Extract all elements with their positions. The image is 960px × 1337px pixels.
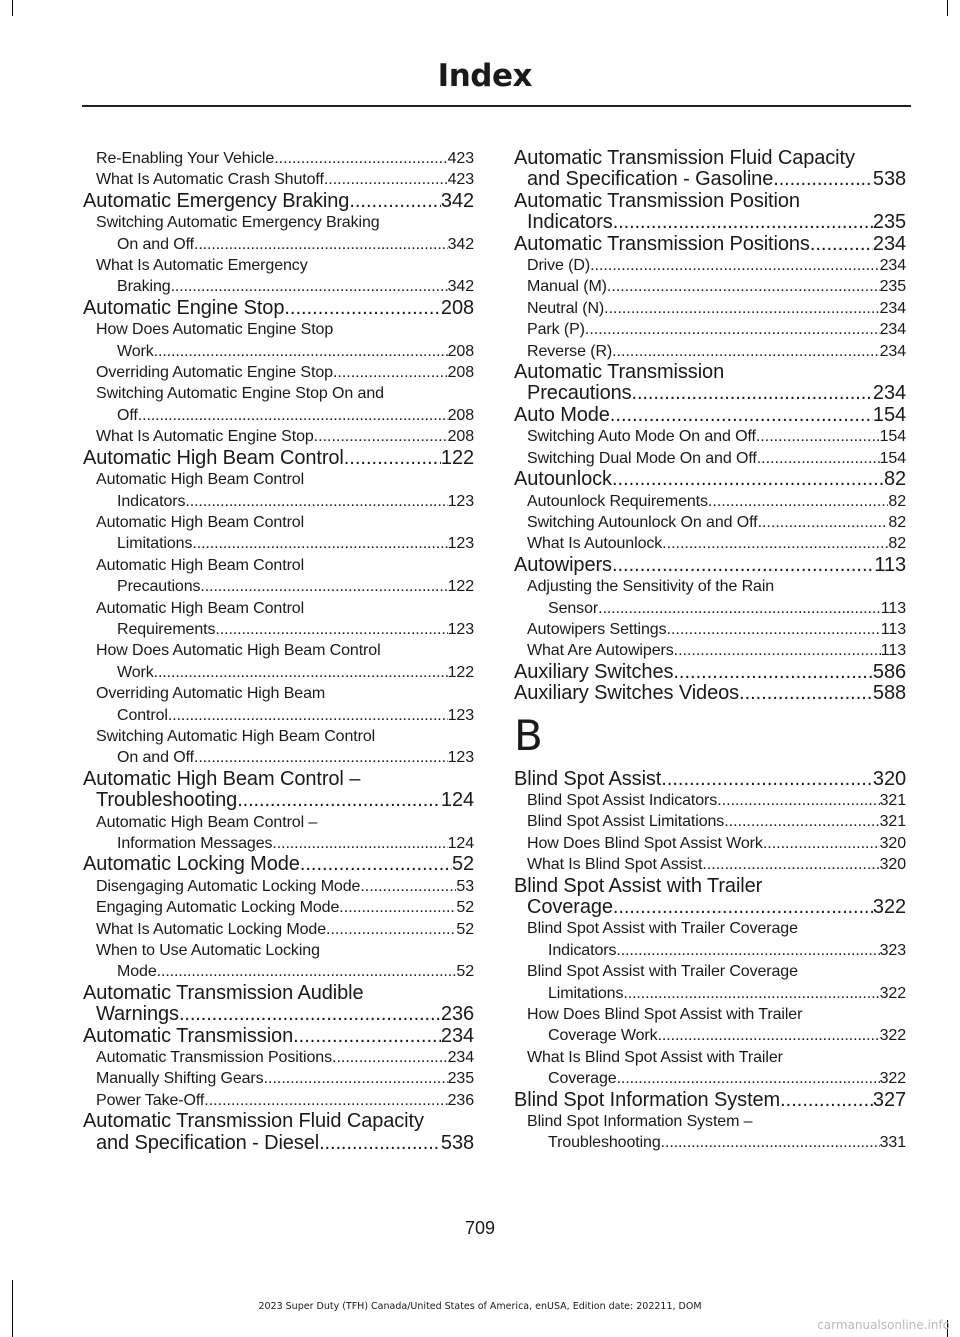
index-subentry[interactable] xyxy=(514,619,906,640)
entry-page-number: 123 xyxy=(447,535,474,553)
index-entry[interactable] xyxy=(514,1090,906,1111)
entry-page-number: 234 xyxy=(879,257,906,275)
entry-page-number: 342 xyxy=(447,278,474,296)
entry-page-number: 208 xyxy=(440,296,474,319)
dot-leader xyxy=(662,533,888,554)
dot-leader xyxy=(763,833,880,854)
entry-label: Indicators xyxy=(548,941,617,959)
index-subentry[interactable] xyxy=(83,383,474,426)
entry-label-line: Automatic Transmission Fluid Capacity xyxy=(83,1110,424,1133)
entry-label: Manual (M) xyxy=(527,278,607,296)
dot-leader xyxy=(324,169,448,190)
entry-page-number: 123 xyxy=(447,749,474,767)
dot-leader xyxy=(673,662,873,683)
entry-page-number: 122 xyxy=(440,446,474,469)
dot-leader xyxy=(264,1068,448,1089)
entry-page-number: 538 xyxy=(440,1131,474,1154)
entry-label-line: Automatic High Beam Control xyxy=(96,599,305,617)
entry-label: On and Off xyxy=(117,749,194,767)
dot-leader xyxy=(739,683,873,704)
entry-label: and Specification - Diesel xyxy=(96,1131,320,1154)
footer-edition-text: 2023 Super Duty (TFH) Canada/United States of America, enUSA, Edition date: 202211, DOM xyxy=(258,1301,702,1312)
entry-label: Automatic Engine Stop xyxy=(83,296,285,319)
dot-leader xyxy=(192,533,447,554)
entry-page-number: 113 xyxy=(880,599,906,617)
index-subentry[interactable] xyxy=(83,683,474,726)
dot-leader xyxy=(585,319,880,340)
dot-leader xyxy=(613,212,873,233)
dot-leader xyxy=(237,790,441,811)
section-letter: B xyxy=(514,710,543,760)
entry-page-number: 234 xyxy=(879,342,906,360)
entry-page-number: 234 xyxy=(879,321,906,339)
index-subentry[interactable] xyxy=(514,961,906,1004)
dot-leader xyxy=(333,362,448,383)
index-subentry[interactable] xyxy=(514,854,906,875)
entry-page-number: 235 xyxy=(447,1070,474,1088)
crop-mark-top-left xyxy=(12,0,13,16)
entry-label: What Is Blind Spot Assist xyxy=(527,856,703,874)
entry-label: Warnings xyxy=(96,1003,179,1026)
entry-label-line: Automatic High Beam Control xyxy=(96,513,305,531)
entry-label: Limitations xyxy=(548,984,624,1002)
index-entry[interactable] xyxy=(514,405,906,426)
dot-leader xyxy=(274,148,447,169)
index-entry[interactable] xyxy=(83,854,474,875)
dot-leader xyxy=(598,598,881,619)
entry-page-number: 82 xyxy=(888,492,906,510)
index-subentry[interactable] xyxy=(514,341,906,362)
entry-label: Autounlock Requirements xyxy=(527,492,708,510)
index-subentry[interactable] xyxy=(83,319,474,362)
index-entry[interactable] xyxy=(83,191,474,212)
entry-page-number: 113 xyxy=(880,642,906,660)
entry-page-number: 320 xyxy=(879,856,906,874)
dot-leader xyxy=(179,1004,441,1025)
dot-leader xyxy=(617,1068,880,1089)
index-entry[interactable] xyxy=(514,876,906,919)
entry-label: Auxiliary Switches Videos xyxy=(514,682,740,705)
entry-page-number: 124 xyxy=(447,835,474,852)
entry-label: On and Off xyxy=(117,235,194,253)
dot-leader xyxy=(607,276,880,297)
entry-label: Precautions xyxy=(527,382,632,405)
entry-page-number: 321 xyxy=(879,813,906,831)
entry-label: Power Take-Off xyxy=(96,1091,205,1109)
entry-page-number: 234 xyxy=(872,382,906,405)
entry-label-line: Automatic Transmission Audible xyxy=(83,981,364,1004)
dot-leader xyxy=(138,405,448,426)
entry-label: Drive (D) xyxy=(527,257,591,275)
entry-label-line: How Does Automatic High Beam Control xyxy=(96,642,381,660)
entry-page-number: 154 xyxy=(879,428,906,446)
dot-leader xyxy=(658,1025,880,1046)
title-divider xyxy=(82,105,911,107)
dot-leader xyxy=(157,961,457,982)
entry-label-line: Automatic High Beam Control – xyxy=(96,813,318,831)
entry-page-number: 236 xyxy=(447,1091,474,1109)
entry-label: Off xyxy=(117,406,138,424)
index-subentry[interactable] xyxy=(83,897,474,918)
dot-leader xyxy=(780,1090,873,1111)
entry-label: Reverse (R) xyxy=(527,342,613,360)
dot-leader xyxy=(756,426,880,447)
index-subentry[interactable] xyxy=(83,598,474,641)
dot-leader xyxy=(661,1132,880,1153)
entry-label: Auxiliary Switches xyxy=(514,660,674,683)
index-subentry[interactable] xyxy=(83,1090,474,1111)
entry-label-line: Automatic High Beam Control xyxy=(96,556,305,574)
index-column-right xyxy=(514,148,906,1154)
entry-label-line: Automatic Transmission Fluid Capacity xyxy=(514,147,855,169)
dot-leader xyxy=(194,747,448,768)
index-entry[interactable] xyxy=(514,148,906,191)
entry-page-number: 52 xyxy=(456,899,474,917)
dot-leader xyxy=(724,811,879,832)
index-subentry[interactable] xyxy=(514,319,906,340)
entry-page-number: 538 xyxy=(872,168,906,191)
index-entry[interactable] xyxy=(514,683,906,704)
entry-label: Automatic Locking Mode xyxy=(83,853,300,876)
dot-leader xyxy=(171,276,448,297)
dot-leader xyxy=(757,448,880,469)
index-entry[interactable] xyxy=(514,234,906,255)
index-subentry[interactable] xyxy=(514,918,906,961)
dot-leader xyxy=(154,341,448,362)
dot-leader xyxy=(758,512,889,533)
index-subentry[interactable] xyxy=(514,1004,906,1047)
entry-label: Blind Spot Assist Indicators xyxy=(527,791,718,809)
crop-mark-top-right xyxy=(947,0,948,16)
entry-label: Work xyxy=(117,342,154,360)
dot-leader xyxy=(168,705,448,726)
entry-page-number: 322 xyxy=(879,984,906,1002)
index-entry[interactable] xyxy=(514,769,906,790)
index-entry[interactable] xyxy=(83,298,474,319)
entry-page-number: 122 xyxy=(447,578,474,596)
index-column-left xyxy=(83,148,474,1154)
entry-label: Blind Spot Assist xyxy=(514,767,662,790)
entry-label: Control xyxy=(117,706,168,724)
index-subentry[interactable] xyxy=(83,512,474,555)
index-subentry[interactable] xyxy=(514,255,906,276)
entry-label: Work xyxy=(117,663,154,681)
entry-label: Overriding Automatic Engine Stop xyxy=(96,364,333,382)
entry-page-number: 236 xyxy=(440,1003,474,1026)
index-subentry[interactable] xyxy=(514,426,906,447)
index-entry[interactable] xyxy=(514,469,906,490)
entry-label-line: Automatic Transmission xyxy=(514,361,725,384)
dot-leader xyxy=(293,1026,441,1047)
entry-label-line: Blind Spot Information System – xyxy=(527,1113,753,1131)
entry-page-number: 234 xyxy=(879,299,906,317)
entry-label: Coverage xyxy=(527,896,613,918)
dot-leader xyxy=(360,876,456,897)
index-subentry[interactable] xyxy=(83,940,474,983)
entry-page-number: 208 xyxy=(447,342,474,360)
entry-label: Automatic Emergency Braking xyxy=(83,189,350,212)
entry-label: and Specification - Gasoline xyxy=(527,168,774,191)
entry-page-number: 331 xyxy=(879,1134,906,1152)
entry-page-number: 320 xyxy=(879,834,906,852)
entry-label: Engaging Automatic Locking Mode xyxy=(96,899,340,917)
index-entry[interactable] xyxy=(514,555,906,576)
dot-leader xyxy=(185,491,447,512)
dot-leader xyxy=(215,619,447,640)
entry-page-number: 208 xyxy=(447,406,474,424)
index-subentry[interactable] xyxy=(514,298,906,319)
entry-label-line: Switching Automatic High Beam Control xyxy=(96,727,376,745)
dot-leader xyxy=(349,191,441,212)
index-subentry[interactable] xyxy=(83,812,474,855)
entry-label: How Does Blind Spot Assist Work xyxy=(527,834,763,852)
entry-label: Switching Auto Mode On and Off xyxy=(527,428,756,446)
entry-label: Troubleshooting xyxy=(96,789,238,812)
entry-label: Automatic Transmission xyxy=(83,1024,294,1047)
entry-page-number: 322 xyxy=(872,896,906,918)
entry-page-number: 235 xyxy=(872,211,906,234)
dot-leader xyxy=(612,469,884,490)
page-number: 709 xyxy=(464,1218,496,1238)
entry-page-number: 588 xyxy=(872,682,906,705)
dot-leader xyxy=(773,169,873,190)
dot-leader xyxy=(613,897,873,918)
dot-leader xyxy=(332,1047,448,1068)
index-entry[interactable] xyxy=(83,1026,474,1047)
entry-label: Coverage xyxy=(548,1070,617,1088)
entry-page-number: 82 xyxy=(888,535,906,553)
entry-page-number: 82 xyxy=(888,513,906,531)
dot-leader xyxy=(284,298,441,319)
entry-label: Automatic High Beam Control xyxy=(83,446,344,469)
dot-leader xyxy=(194,234,448,255)
dot-leader xyxy=(339,897,456,918)
index-subentry[interactable] xyxy=(514,491,906,512)
dot-leader xyxy=(604,298,879,319)
index-subentry[interactable] xyxy=(514,790,906,811)
entry-label-line: Automatic Transmission Position xyxy=(514,189,800,212)
entry-label: Manually Shifting Gears xyxy=(96,1070,264,1088)
dot-leader xyxy=(708,491,888,512)
entry-page-number: 82 xyxy=(883,468,906,491)
entry-page-number: 342 xyxy=(447,235,474,253)
index-entry[interactable] xyxy=(514,191,906,234)
entry-page-number: 113 xyxy=(874,553,906,576)
entry-label-line: Switching Automatic Emergency Braking xyxy=(96,214,380,232)
index-subentry[interactable] xyxy=(514,576,906,619)
dot-leader xyxy=(667,619,881,640)
entry-label: Blind Spot Information System xyxy=(514,1088,781,1111)
index-subentry[interactable] xyxy=(514,448,906,469)
entry-label: Automatic Transmission Positions xyxy=(514,232,810,255)
entry-label: Information Messages xyxy=(117,835,273,852)
entry-label-line: When to Use Automatic Locking xyxy=(96,942,320,960)
index-subentry[interactable] xyxy=(83,726,474,769)
dot-leader xyxy=(200,576,447,597)
entry-label: What Is Automatic Engine Stop xyxy=(96,428,314,446)
index-subentry[interactable] xyxy=(83,1047,474,1068)
dot-leader xyxy=(154,662,448,683)
entry-page-number: 234 xyxy=(872,232,906,255)
dot-leader xyxy=(612,341,879,362)
index-entry[interactable] xyxy=(83,769,474,812)
dot-leader xyxy=(632,383,873,404)
entry-page-number: 586 xyxy=(872,660,906,683)
index-subentry[interactable] xyxy=(514,512,906,533)
dot-leader xyxy=(314,426,448,447)
entry-label: Switching Dual Mode On and Off xyxy=(527,449,757,467)
index-entry[interactable] xyxy=(83,1111,474,1154)
entry-label: Precautions xyxy=(117,578,201,596)
dot-leader xyxy=(272,833,447,854)
entry-label: Switching Autounlock On and Off xyxy=(527,513,758,531)
entry-page-number: 154 xyxy=(872,403,906,426)
dot-leader xyxy=(616,940,879,961)
index-entry[interactable] xyxy=(83,983,474,1026)
entry-page-number: 423 xyxy=(447,150,474,167)
index-subentry[interactable] xyxy=(83,919,474,940)
entry-label-line: How Does Blind Spot Assist with Trailer xyxy=(527,1006,803,1024)
entry-page-number: 323 xyxy=(879,941,906,959)
entry-page-number: 53 xyxy=(456,877,474,895)
entry-page-number: 123 xyxy=(447,706,474,724)
entry-page-number: 122 xyxy=(447,663,474,681)
index-subentry[interactable] xyxy=(83,876,474,897)
dot-leader xyxy=(204,1090,447,1111)
entry-page-number: 113 xyxy=(880,620,906,638)
entry-label: Troubleshooting xyxy=(548,1134,661,1152)
entry-page-number: 123 xyxy=(447,620,474,638)
entry-page-number: 208 xyxy=(447,364,474,382)
index-subentry[interactable] xyxy=(514,833,906,854)
index-subentry[interactable] xyxy=(514,1047,906,1090)
entry-label-line: Blind Spot Assist with Trailer Coverage xyxy=(527,920,798,938)
entry-label-line: Adjusting the Sensitivity of the Rain xyxy=(527,578,775,596)
entry-label-line: Automatic High Beam Control – xyxy=(83,767,361,790)
entry-page-number: 123 xyxy=(447,492,474,510)
index-subentry[interactable] xyxy=(83,212,474,255)
index-entry[interactable] xyxy=(514,662,906,683)
entry-label: Automatic Transmission Positions xyxy=(96,1049,333,1067)
entry-page-number: 52 xyxy=(456,920,474,938)
entry-page-number: 52 xyxy=(456,963,474,981)
entry-label-line: Switching Automatic Engine Stop On and xyxy=(96,385,384,403)
index-subentry[interactable] xyxy=(83,169,474,190)
dot-leader xyxy=(610,405,873,426)
entry-label-line: Overriding Automatic High Beam xyxy=(96,685,326,703)
dot-leader xyxy=(717,790,879,811)
index-subentry[interactable] xyxy=(83,148,474,169)
dot-leader xyxy=(319,1133,441,1154)
entry-label: Indicators xyxy=(527,211,613,234)
dot-leader xyxy=(326,919,456,940)
entry-page-number: 327 xyxy=(872,1088,906,1111)
page-title: Index xyxy=(437,58,532,94)
entry-page-number: 154 xyxy=(879,449,906,467)
index-subentry[interactable] xyxy=(83,555,474,598)
entry-label: Autounlock xyxy=(514,468,612,491)
entry-label-line: Blind Spot Assist with Trailer Coverage xyxy=(527,963,798,981)
entry-label: What Is Autounlock xyxy=(527,535,663,553)
dot-leader xyxy=(300,854,452,875)
index-subentry[interactable] xyxy=(514,811,906,832)
entry-label: Autowipers xyxy=(514,553,612,576)
index-subentry[interactable] xyxy=(514,1111,906,1154)
entry-label: Autowipers Settings xyxy=(527,620,667,638)
entry-page-number: 52 xyxy=(451,853,474,876)
entry-label: What Are Autowipers xyxy=(527,642,674,660)
entry-page-number: 234 xyxy=(447,1049,474,1067)
entry-page-number: 322 xyxy=(879,1070,906,1088)
index-subentry[interactable] xyxy=(83,640,474,683)
entry-label: Disengaging Automatic Locking Mode xyxy=(96,877,361,895)
entry-label: Blind Spot Assist Limitations xyxy=(527,813,725,831)
watermark: carmanualsonline.info xyxy=(817,1318,950,1332)
index-subentry[interactable] xyxy=(83,255,474,298)
index-subentry[interactable] xyxy=(514,276,906,297)
entry-page-number: 342 xyxy=(440,189,474,212)
dot-leader xyxy=(623,983,879,1004)
entry-page-number: 320 xyxy=(872,767,906,790)
index-subentry[interactable] xyxy=(83,469,474,512)
entry-page-number: 124 xyxy=(440,789,474,812)
entry-page-number: 208 xyxy=(447,428,474,446)
entry-label: Coverage Work xyxy=(548,1027,658,1045)
entry-page-number: 235 xyxy=(879,278,906,296)
entry-label: Mode xyxy=(117,963,157,981)
entry-label: What Is Automatic Locking Mode xyxy=(96,920,327,938)
dot-leader xyxy=(674,640,881,661)
index-entry[interactable] xyxy=(514,362,906,405)
entry-page-number: 321 xyxy=(879,791,906,809)
entry-label-line: How Does Automatic Engine Stop xyxy=(96,321,334,339)
entry-label-line: Automatic High Beam Control xyxy=(96,471,305,489)
dot-leader xyxy=(590,255,880,276)
index-subentry[interactable] xyxy=(83,1068,474,1089)
entry-label-line: What Is Blind Spot Assist with Trailer xyxy=(527,1048,783,1066)
entry-page-number: 322 xyxy=(879,1027,906,1045)
entry-label: Indicators xyxy=(117,492,186,510)
index-subentry[interactable] xyxy=(83,426,474,447)
dot-leader xyxy=(612,555,874,576)
entry-label: Park (P) xyxy=(527,321,585,339)
dot-leader xyxy=(702,854,879,875)
index-subentry[interactable] xyxy=(514,533,906,554)
entry-label: Auto Mode xyxy=(514,403,610,426)
dot-leader xyxy=(344,448,441,469)
entry-label: Requirements xyxy=(117,620,216,638)
index-subentry[interactable] xyxy=(83,362,474,383)
dot-leader xyxy=(810,234,873,255)
dot-leader xyxy=(661,769,873,790)
entry-label-line: Blind Spot Assist with Trailer xyxy=(514,874,763,897)
entry-label: Sensor xyxy=(548,599,599,617)
entry-label: Neutral (N) xyxy=(527,299,605,317)
index-subentry[interactable] xyxy=(514,640,906,661)
entry-label: Limitations xyxy=(117,535,193,553)
entry-page-number: 423 xyxy=(447,171,474,189)
entry-page-number: 234 xyxy=(440,1024,474,1047)
entry-label: What Is Automatic Crash Shutoff xyxy=(96,171,324,189)
entry-label: Braking xyxy=(117,278,171,296)
entry-label: Re-Enabling Your Vehicle xyxy=(96,150,275,167)
index-entry[interactable] xyxy=(83,448,474,469)
entry-label-line: What Is Automatic Emergency xyxy=(96,257,308,275)
